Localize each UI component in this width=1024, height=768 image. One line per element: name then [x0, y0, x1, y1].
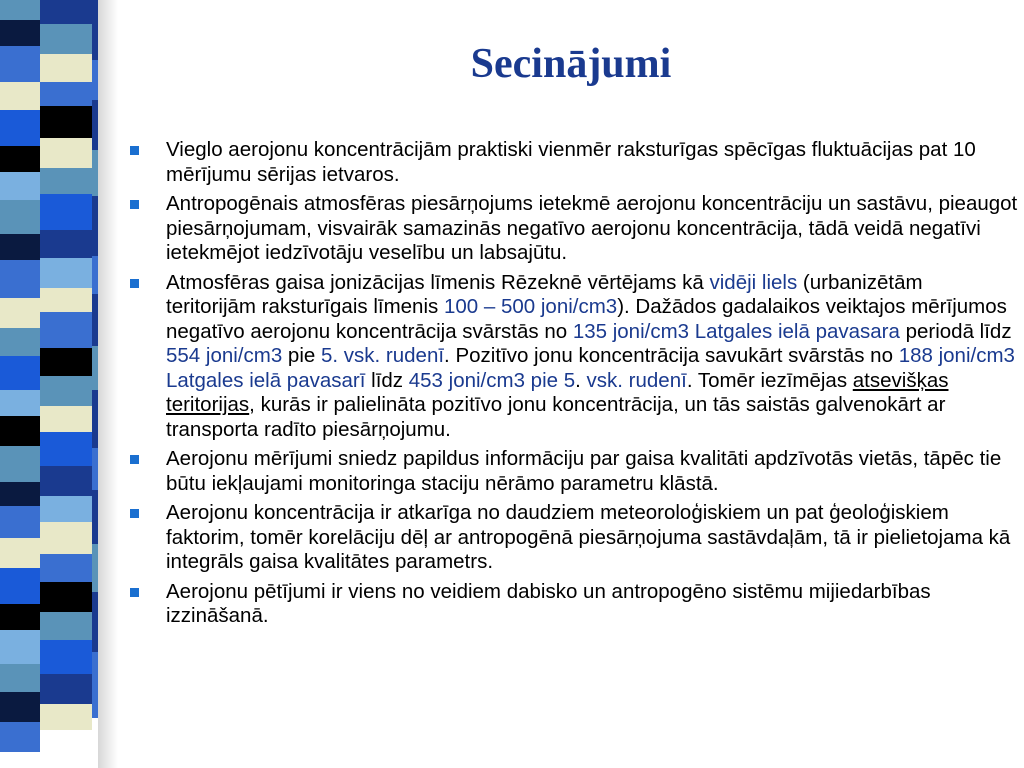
stripe-segment — [0, 234, 40, 260]
bullet-text: , kurās ir palielināta pozitīvo jonu koncentrācija, un tās saistās galvenokārt ar transporta radīto piesārņojumu. — [166, 393, 946, 441]
highlighted-text: vsk. rudenī — [586, 368, 687, 392]
stripe-segment — [0, 356, 40, 390]
stripe-column-left — [0, 0, 40, 768]
bullet-text: Aerojonu mērījumi sniedz papildus informāciju par gaisa kvalitāti apdzīvotās vietās, tāpēc tie būtu iekļaujami monitoringa staciju nērāmo parametru klāstā. — [166, 447, 1002, 495]
stripe-segment — [40, 168, 92, 194]
stripe-segment — [40, 612, 92, 640]
stripe-segment — [0, 172, 40, 200]
stripe-segment — [40, 312, 92, 348]
stripe-segment — [40, 288, 92, 312]
stripe-segment — [0, 538, 40, 568]
stripe-segment — [40, 106, 92, 138]
stripe-segment — [40, 258, 92, 288]
stripe-segment — [40, 704, 92, 730]
bullet-text: Atmosfēras gaisa jonizācijas līmenis Rēzeknē vērtējams kā — [166, 270, 710, 294]
stripe-segment — [0, 692, 40, 722]
stripe-segment — [40, 194, 92, 230]
stripe-segment — [0, 298, 40, 328]
bullet-item — [128, 501, 1018, 575]
stripe-shadow — [98, 0, 118, 768]
stripe-segment — [40, 24, 92, 54]
stripe-segment — [0, 604, 40, 630]
square-bullet-icon — [130, 455, 139, 464]
stripe-segment — [0, 664, 40, 692]
bullet-text: Aerojonu koncentrācija ir atkarīga no daudziem meteoroloģiskiem un pat ģeoloģiskiem faktorim, tomēr korelāciju dēļ ar antropogēnā piesārņojuma sastāvdaļām, tā ir pielietojama kā integrāls gaisa kvalitātes parametrs. — [166, 501, 1011, 573]
stripe-segment — [0, 722, 40, 752]
stripe-segment — [40, 466, 92, 496]
stripe-column-middle — [40, 0, 92, 768]
stripe-segment — [40, 496, 92, 522]
highlighted-text: 188 joni/cm3 Latgales ielā pavasarī — [166, 344, 1015, 392]
bullet-text: ). Dažādos gadalaikos veiktajos mērījumos negatīvo aerojonu koncentrācija svārstās no — [166, 295, 1007, 343]
bullet-text: Antropogēnais atmosfēras piesārņojums ietekmē aerojonu koncentrāciju un sastāvu, pieaugot piesārņojumam, visvairāk samazinās negatīvo aerojonu koncentrācija, tādā veidā negatīvi ietekmējot iedzīvotāju veselību un labsajūtu. — [166, 192, 1018, 264]
highlighted-text: 554 joni/cm3 — [166, 344, 283, 367]
stripe-segment — [40, 0, 92, 24]
stripe-segment — [0, 46, 40, 82]
highlighted-text: 453 joni/cm3 pie 5 — [408, 368, 576, 392]
stripe-segment — [40, 406, 92, 432]
stripe-segment — [40, 582, 92, 612]
stripe-segment — [0, 506, 40, 538]
slide-title: Secinājumi — [470, 41, 672, 87]
bullet-text: pie — [282, 344, 321, 367]
bullet-text: periodā līdz — [899, 319, 1012, 343]
stripe-segment — [40, 348, 92, 376]
bullet-item — [128, 138, 1018, 187]
stripe-segment — [0, 446, 40, 482]
bullet-item — [128, 447, 1018, 496]
bullet-text: Aerojonu pētījumi ir viens no veidiem dabisko un antropogēno sistēmu mijiedarbības izzināšanā. — [166, 579, 931, 627]
decorative-stripe-bar — [0, 0, 118, 768]
square-bullet-icon — [130, 588, 139, 597]
stripe-segment — [0, 416, 40, 446]
stripe-segment — [0, 260, 40, 298]
stripe-segment — [40, 674, 92, 704]
bullet-list — [128, 138, 1018, 634]
stripe-segment — [40, 554, 92, 582]
stripe-segment — [0, 568, 40, 604]
stripe-segment — [40, 230, 92, 258]
stripe-segment — [0, 328, 40, 356]
stripe-segment — [40, 522, 92, 554]
bullet-item — [128, 580, 1018, 629]
stripe-segment — [40, 432, 92, 466]
bullet-text: Vieglo aerojonu koncentrācijām praktiski vienmēr raksturīgas spēcīgas fluktuācijas pat 10 mērījumu sērijas ietvaros. — [166, 138, 976, 186]
bullet-text: . — [575, 368, 587, 392]
stripe-segment — [0, 0, 40, 20]
stripe-segment — [0, 20, 40, 46]
stripe-segment — [40, 54, 92, 82]
square-bullet-icon — [130, 279, 139, 288]
stripe-segment — [0, 482, 40, 506]
bullet-text: . Pozitīvo jonu koncentrācija savukārt svārstās no — [444, 344, 899, 367]
stripe-segment — [0, 146, 40, 172]
stripe-segment — [0, 630, 40, 664]
bullet-item — [128, 192, 1018, 266]
stripe-segment — [40, 640, 92, 674]
square-bullet-icon — [130, 200, 139, 209]
stripe-segment — [0, 390, 40, 416]
bullet-text: . Tomēr iezīmējas — [686, 368, 853, 392]
stripe-segment — [40, 82, 92, 106]
bullet-item — [128, 271, 1018, 443]
square-bullet-icon — [130, 509, 139, 518]
highlighted-text: 5. vsk. rudenī — [320, 344, 445, 367]
stripe-segment — [0, 82, 40, 110]
bullet-text: (urbanizētām teritorijām raksturīgais līmenis — [166, 270, 923, 318]
stripe-segment — [0, 200, 40, 234]
stripe-segment — [0, 110, 40, 146]
bullet-text: līdz — [365, 368, 409, 392]
highlighted-text: 100 – 500 joni/cm3 — [443, 295, 618, 318]
stripe-segment — [40, 376, 92, 406]
highlighted-text: 135 joni/cm3 Latgales ielā pavasara — [572, 319, 900, 343]
stripe-segment — [40, 138, 92, 168]
underlined-text: atsevišķas teritorijas — [166, 368, 949, 416]
square-bullet-icon — [130, 146, 139, 155]
highlighted-text: vidēji liels — [709, 270, 798, 294]
